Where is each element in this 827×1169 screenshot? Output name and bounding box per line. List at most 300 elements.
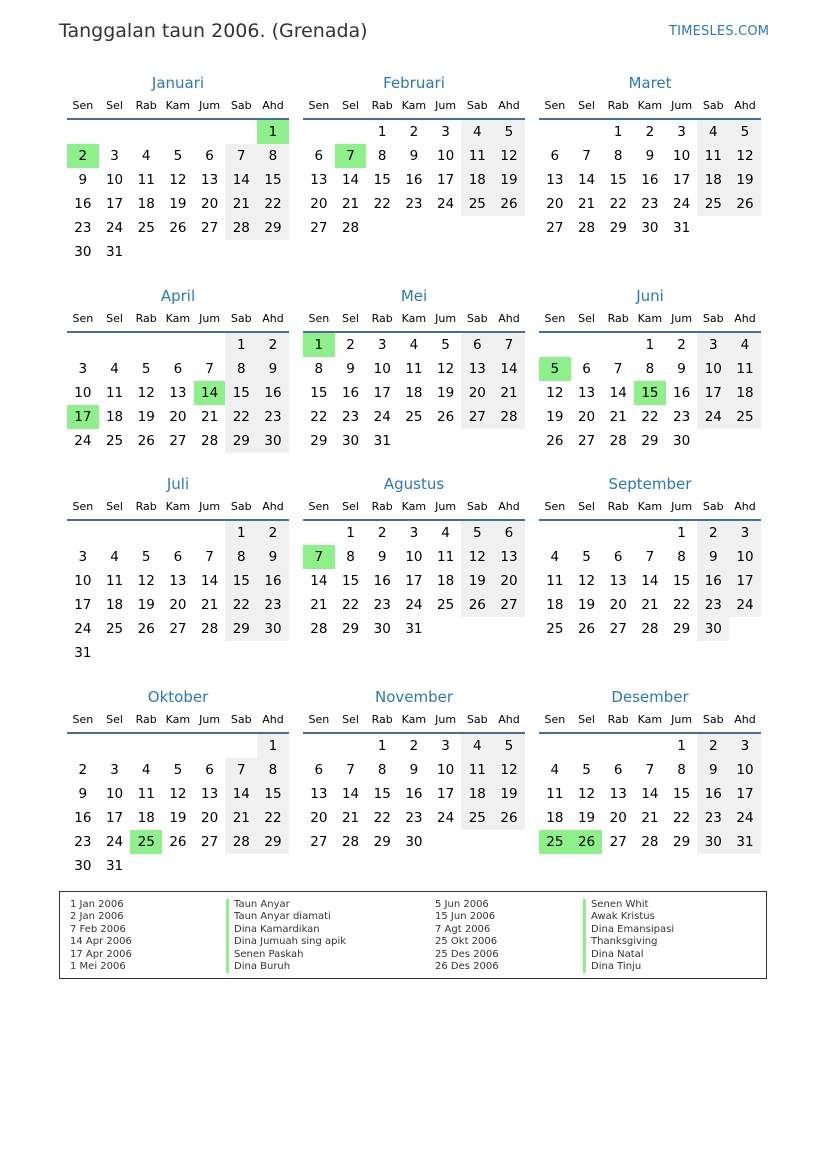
legend-date: 7 Feb 2006 — [70, 923, 126, 935]
day-cell: 4 — [550, 762, 560, 778]
day-cell: 10 — [105, 786, 124, 802]
day-cell: 7 — [582, 148, 591, 164]
day-cell: 22 — [310, 409, 328, 425]
day-cell: 12 — [169, 172, 187, 188]
day-cell: 12 — [577, 786, 596, 802]
day-cell: 22 — [225, 405, 257, 429]
day-cell: 25 — [137, 220, 155, 236]
day-cell: 24 — [673, 196, 691, 212]
day-cell: 10 — [729, 545, 761, 569]
day-cell: 4 — [141, 762, 151, 778]
day-cell: 12 — [577, 573, 596, 589]
day-cell: 28 — [225, 830, 257, 854]
day-cell: 3 — [441, 738, 450, 754]
day-cell: 15 — [257, 168, 289, 192]
day-cell: 4 — [409, 337, 419, 353]
day-cell: 27 — [169, 621, 187, 637]
empty-cell — [571, 734, 603, 758]
day-cell: 21 — [225, 192, 257, 216]
day-cell: 5 — [461, 521, 493, 545]
weekday-label: Kam — [165, 713, 191, 726]
day-cell: 17 — [105, 810, 124, 826]
day-cell: 6 — [173, 361, 183, 377]
day-cell: 14 — [225, 782, 257, 806]
day-cell: 15 — [310, 385, 328, 401]
day-cell: 24 — [405, 597, 423, 613]
day-cell: 29 — [373, 834, 391, 850]
month-name: November — [374, 688, 454, 706]
day-cell: 28 — [225, 216, 257, 240]
empty-cell — [99, 120, 131, 144]
day-cell: 3 — [697, 333, 729, 357]
empty-cell — [602, 734, 634, 758]
day-grid — [303, 120, 525, 240]
empty-cell — [571, 521, 603, 545]
day-cell: 5 — [493, 734, 525, 758]
day-cell: 26 — [577, 621, 596, 637]
day-cell: 22 — [609, 196, 627, 212]
weekday-label: Jum — [435, 713, 457, 726]
day-cell: 23 — [405, 196, 423, 212]
day-cell: 12 — [461, 545, 493, 569]
weekday-label: Jum — [671, 713, 693, 726]
day-cell: 15 — [373, 786, 391, 802]
day-cell: 30 — [641, 220, 659, 236]
day-cell: 6 — [314, 148, 324, 164]
weekday-label: Sen — [308, 713, 330, 726]
month-name: Desember — [611, 688, 689, 706]
empty-cell — [67, 521, 99, 545]
weekday-label: Sel — [342, 500, 359, 513]
legend-date: 5 Jun 2006 — [435, 899, 489, 910]
empty-cell — [99, 333, 131, 357]
day-cell: 9 — [377, 549, 387, 565]
day-cell: 24 — [105, 220, 124, 236]
day-cell: 12 — [137, 573, 155, 589]
weekday-label: Sel — [578, 713, 595, 726]
weekday-label: Sen — [544, 500, 566, 513]
day-cell: 4 — [697, 120, 729, 144]
day-cell: 18 — [437, 573, 455, 589]
day-cell: 4 — [461, 734, 493, 758]
day-cell: 17 — [437, 172, 455, 188]
weekday-label: Sab — [466, 312, 488, 325]
day-cell: 28 — [609, 433, 627, 449]
day-cell: 8 — [645, 361, 655, 377]
day-cell: 25 — [405, 409, 423, 425]
weekday-label: Sen — [72, 312, 94, 325]
day-cell: 4 — [729, 333, 761, 357]
day-cell: 3 — [409, 525, 419, 541]
day-cell: 25 — [437, 597, 455, 613]
day-cell: 14 — [225, 168, 257, 192]
day-cell: 24 — [437, 810, 455, 826]
day-grid — [539, 333, 761, 453]
day-cell: 29 — [673, 834, 691, 850]
empty-cell — [539, 521, 571, 545]
day-cell: 23 — [697, 593, 729, 617]
day-cell: 30 — [257, 429, 289, 453]
legend-holiday-name: Dina Tinju — [591, 961, 642, 973]
day-cell: 10 — [74, 573, 92, 589]
month-name: April — [160, 287, 196, 305]
site-link[interactable]: TIMESLES.COM — [669, 24, 770, 39]
day-cell: 29 — [257, 830, 289, 854]
day-cell: 16 — [257, 381, 289, 405]
day-cell: 6 — [493, 521, 525, 545]
day-cell: 26 — [169, 220, 187, 236]
empty-cell — [194, 333, 226, 357]
weekday-label: Rab — [607, 500, 629, 513]
weekday-label: Kam — [401, 99, 427, 112]
day-cell: 23 — [697, 806, 729, 830]
day-cell: 2 — [409, 738, 419, 754]
day-cell: 28 — [201, 621, 219, 637]
day-cell: 3 — [110, 762, 119, 778]
day-cell: 26 — [493, 806, 525, 830]
day-cell: 19 — [577, 810, 596, 826]
day-grid — [67, 120, 289, 264]
day-cell: 15 — [673, 786, 691, 802]
weekday-label: Sab — [702, 500, 724, 513]
day-cell: 14 — [341, 172, 360, 188]
weekday-label: Sab — [230, 500, 252, 513]
day-grid — [67, 333, 289, 453]
day-cell: 2 — [257, 333, 289, 357]
day-cell: 28 — [310, 621, 328, 637]
empty-cell — [634, 734, 666, 758]
holiday-day-cell: 17 — [67, 405, 99, 429]
day-cell: 4 — [441, 525, 450, 541]
weekday-label: Sel — [106, 500, 123, 513]
weekday-label: Sen — [544, 713, 566, 726]
day-cell: 13 — [461, 357, 493, 381]
day-cell: 2 — [346, 337, 355, 353]
weekday-label: Jum — [671, 500, 693, 513]
day-cell: 5 — [441, 337, 450, 353]
day-cell: 11 — [105, 385, 124, 401]
day-cell: 13 — [310, 786, 328, 802]
day-cell: 27 — [546, 220, 564, 236]
day-cell: 21 — [225, 806, 257, 830]
day-cell: 2 — [78, 762, 88, 778]
day-cell: 9 — [78, 172, 88, 188]
weekday-label: Rab — [607, 312, 629, 325]
day-cell: 14 — [201, 573, 219, 589]
day-cell: 9 — [257, 545, 289, 569]
month-name: Agustus — [383, 475, 445, 493]
day-cell: 22 — [373, 810, 391, 826]
day-cell: 30 — [373, 621, 391, 637]
day-cell: 9 — [346, 361, 355, 377]
weekday-label: Sel — [578, 312, 595, 325]
day-cell: 8 — [677, 762, 686, 778]
month-april — [67, 285, 289, 453]
empty-cell — [194, 521, 226, 545]
day-cell: 30 — [257, 617, 289, 641]
month-desember — [539, 686, 761, 854]
day-cell: 1 — [346, 525, 355, 541]
day-cell: 15 — [341, 573, 360, 589]
day-cell: 7 — [645, 762, 655, 778]
weekday-header — [303, 708, 525, 734]
day-cell: 18 — [137, 810, 155, 826]
day-cell: 22 — [257, 192, 289, 216]
weekday-label: Kam — [637, 312, 663, 325]
day-cell: 29 — [641, 433, 659, 449]
day-cell: 13 — [201, 172, 219, 188]
day-cell: 9 — [697, 758, 729, 782]
day-cell: 25 — [461, 806, 493, 830]
day-cell: 18 — [546, 597, 564, 613]
empty-cell — [539, 333, 571, 357]
day-cell: 11 — [105, 573, 124, 589]
day-cell: 13 — [169, 385, 187, 401]
day-cell: 24 — [729, 593, 761, 617]
day-cell: 11 — [137, 786, 155, 802]
day-cell: 24 — [697, 405, 729, 429]
day-cell: 8 — [225, 545, 257, 569]
weekday-label: Sen — [544, 312, 566, 325]
legend-holiday-name: Taun Anyar — [234, 899, 290, 910]
day-cell: 31 — [729, 830, 761, 854]
day-cell: 17 — [729, 782, 761, 806]
weekday-label: Ahd — [262, 312, 284, 325]
day-cell: 23 — [257, 405, 289, 429]
weekday-label: Sel — [342, 713, 359, 726]
weekday-label: Rab — [371, 713, 393, 726]
day-cell: 11 — [461, 144, 493, 168]
day-cell: 16 — [405, 172, 423, 188]
day-cell: 7 — [645, 549, 655, 565]
weekday-label: Ahd — [734, 713, 756, 726]
day-cell: 5 — [493, 120, 525, 144]
day-cell: 5 — [141, 549, 151, 565]
weekday-label: Ahd — [498, 99, 520, 112]
day-cell: 13 — [546, 172, 564, 188]
day-cell: 1 — [377, 124, 387, 140]
weekday-label: Rab — [371, 99, 393, 112]
day-cell: 20 — [461, 381, 493, 405]
weekday-label: Sen — [308, 99, 330, 112]
day-cell: 19 — [493, 168, 525, 192]
day-cell: 12 — [437, 361, 455, 377]
day-cell: 30 — [697, 617, 729, 641]
day-cell: 27 — [310, 834, 328, 850]
weekday-label: Kam — [637, 500, 663, 513]
day-cell: 1 — [225, 333, 257, 357]
day-cell: 18 — [461, 782, 493, 806]
day-cell: 17 — [697, 381, 729, 405]
empty-cell — [194, 120, 226, 144]
day-cell: 4 — [110, 361, 119, 377]
legend-holiday-name: Taun Anyar diamati — [234, 911, 331, 923]
day-cell: 30 — [341, 433, 360, 449]
day-cell: 27 — [609, 834, 627, 850]
day-cell: 10 — [105, 172, 124, 188]
day-cell: 30 — [405, 834, 423, 850]
day-cell: 5 — [582, 549, 591, 565]
empty-cell — [225, 120, 257, 144]
day-cell: 13 — [169, 573, 187, 589]
legend-dates-1 — [70, 899, 132, 973]
day-cell: 4 — [141, 148, 151, 164]
weekday-label: Rab — [371, 312, 393, 325]
day-cell: 22 — [673, 810, 691, 826]
day-cell: 19 — [169, 196, 187, 212]
day-cell: 22 — [257, 806, 289, 830]
day-cell: 31 — [105, 244, 124, 260]
empty-cell — [335, 120, 367, 144]
day-cell: 6 — [613, 762, 623, 778]
day-cell: 31 — [373, 433, 391, 449]
day-cell: 6 — [461, 333, 493, 357]
empty-cell — [194, 734, 226, 758]
day-cell: 21 — [341, 196, 360, 212]
weekday-header — [67, 708, 289, 734]
weekday-label: Ahd — [734, 99, 756, 112]
day-cell: 26 — [729, 192, 761, 216]
day-cell: 1 — [257, 734, 289, 758]
holiday-day-cell: 7 — [335, 144, 367, 168]
weekday-label: Ahd — [498, 713, 520, 726]
day-cell: 16 — [641, 172, 659, 188]
holiday-day-cell: 1 — [257, 120, 289, 144]
month-name: Mei — [400, 287, 428, 305]
holiday-legend — [59, 891, 767, 979]
day-cell: 22 — [641, 409, 659, 425]
day-cell: 30 — [74, 858, 92, 874]
weekday-label: Sel — [106, 312, 123, 325]
day-cell: 16 — [341, 385, 360, 401]
day-cell: 5 — [173, 762, 183, 778]
weekday-label: Jum — [199, 99, 221, 112]
day-cell: 12 — [729, 144, 761, 168]
legend-holiday-name: Dina Kamardikan — [234, 923, 320, 935]
day-cell: 5 — [729, 120, 761, 144]
day-cell: 5 — [141, 361, 151, 377]
weekday-label: Kam — [401, 713, 427, 726]
day-cell: 3 — [729, 521, 761, 545]
day-cell: 17 — [673, 172, 691, 188]
day-cell: 29 — [257, 216, 289, 240]
weekday-header — [539, 307, 761, 333]
day-cell: 30 — [697, 830, 729, 854]
day-cell: 28 — [201, 433, 219, 449]
day-cell: 24 — [105, 834, 124, 850]
weekday-header — [67, 307, 289, 333]
month-name: Februari — [383, 74, 445, 92]
weekday-label: Sel — [342, 312, 359, 325]
day-grid — [539, 734, 761, 854]
legend-date: 7 Agt 2006 — [435, 923, 491, 935]
weekday-label: Sen — [544, 99, 566, 112]
day-cell: 27 — [577, 433, 596, 449]
day-cell: 20 — [609, 597, 627, 613]
day-cell: 19 — [546, 409, 564, 425]
day-cell: 26 — [169, 834, 187, 850]
day-cell: 16 — [697, 569, 729, 593]
day-grid — [539, 120, 761, 240]
empty-cell — [602, 333, 634, 357]
day-cell: 17 — [729, 569, 761, 593]
day-cell: 11 — [546, 786, 564, 802]
day-cell: 10 — [373, 361, 391, 377]
empty-cell — [571, 333, 603, 357]
day-cell: 18 — [105, 597, 124, 613]
day-cell: 12 — [493, 144, 525, 168]
day-cell: 27 — [461, 405, 493, 429]
day-cell: 1 — [225, 521, 257, 545]
weekday-label: Ahd — [734, 312, 756, 325]
weekday-label: Jum — [671, 99, 693, 112]
legend-holiday-name: Dina Emansipasi — [591, 923, 675, 935]
legend-date: 25 Des 2006 — [435, 948, 499, 960]
day-cell: 19 — [437, 385, 455, 401]
day-cell: 14 — [341, 786, 360, 802]
day-cell: 25 — [697, 192, 729, 216]
day-cell: 11 — [461, 758, 493, 782]
day-cell: 14 — [577, 172, 596, 188]
day-cell: 25 — [729, 405, 761, 429]
day-cell: 18 — [729, 381, 761, 405]
day-cell: 11 — [405, 361, 423, 377]
day-cell: 8 — [377, 762, 387, 778]
day-cell: 13 — [310, 172, 328, 188]
day-cell: 4 — [110, 549, 119, 565]
empty-cell — [539, 120, 571, 144]
legend-date: 26 Des 2006 — [435, 961, 499, 973]
day-cell: 19 — [577, 597, 596, 613]
weekday-label: Sen — [308, 500, 330, 513]
day-cell: 21 — [641, 597, 659, 613]
day-cell: 2 — [409, 124, 419, 140]
day-cell: 20 — [169, 409, 187, 425]
day-cell: 11 — [437, 549, 455, 565]
day-cell: 24 — [729, 806, 761, 830]
day-cell: 3 — [110, 148, 119, 164]
day-cell: 8 — [613, 148, 623, 164]
empty-cell — [67, 734, 99, 758]
weekday-header — [303, 495, 525, 521]
empty-cell — [162, 120, 194, 144]
day-cell: 30 — [74, 244, 92, 260]
weekday-label: Kam — [165, 99, 191, 112]
day-cell: 25 — [105, 621, 124, 637]
empty-cell — [130, 734, 162, 758]
day-cell: 1 — [677, 525, 686, 541]
day-cell: 26 — [137, 621, 155, 637]
day-cell: 18 — [405, 385, 423, 401]
legend-holiday-name: Thanksgiving — [591, 936, 658, 948]
day-cell: 23 — [405, 810, 423, 826]
empty-cell — [539, 734, 571, 758]
day-cell: 31 — [105, 858, 124, 874]
day-cell: 22 — [341, 597, 360, 613]
day-cell: 16 — [373, 573, 391, 589]
day-cell: 6 — [613, 549, 623, 565]
empty-cell — [162, 521, 194, 545]
weekday-label: Sel — [106, 99, 123, 112]
weekday-label: Kam — [637, 99, 663, 112]
day-cell: 16 — [74, 196, 92, 212]
empty-cell — [162, 333, 194, 357]
legend-names-2 — [583, 899, 674, 973]
month-name: Januari — [151, 74, 205, 92]
legend-holiday-name: Dina Natal — [591, 948, 644, 960]
day-cell: 17 — [105, 196, 124, 212]
weekday-label: Sab — [702, 713, 724, 726]
